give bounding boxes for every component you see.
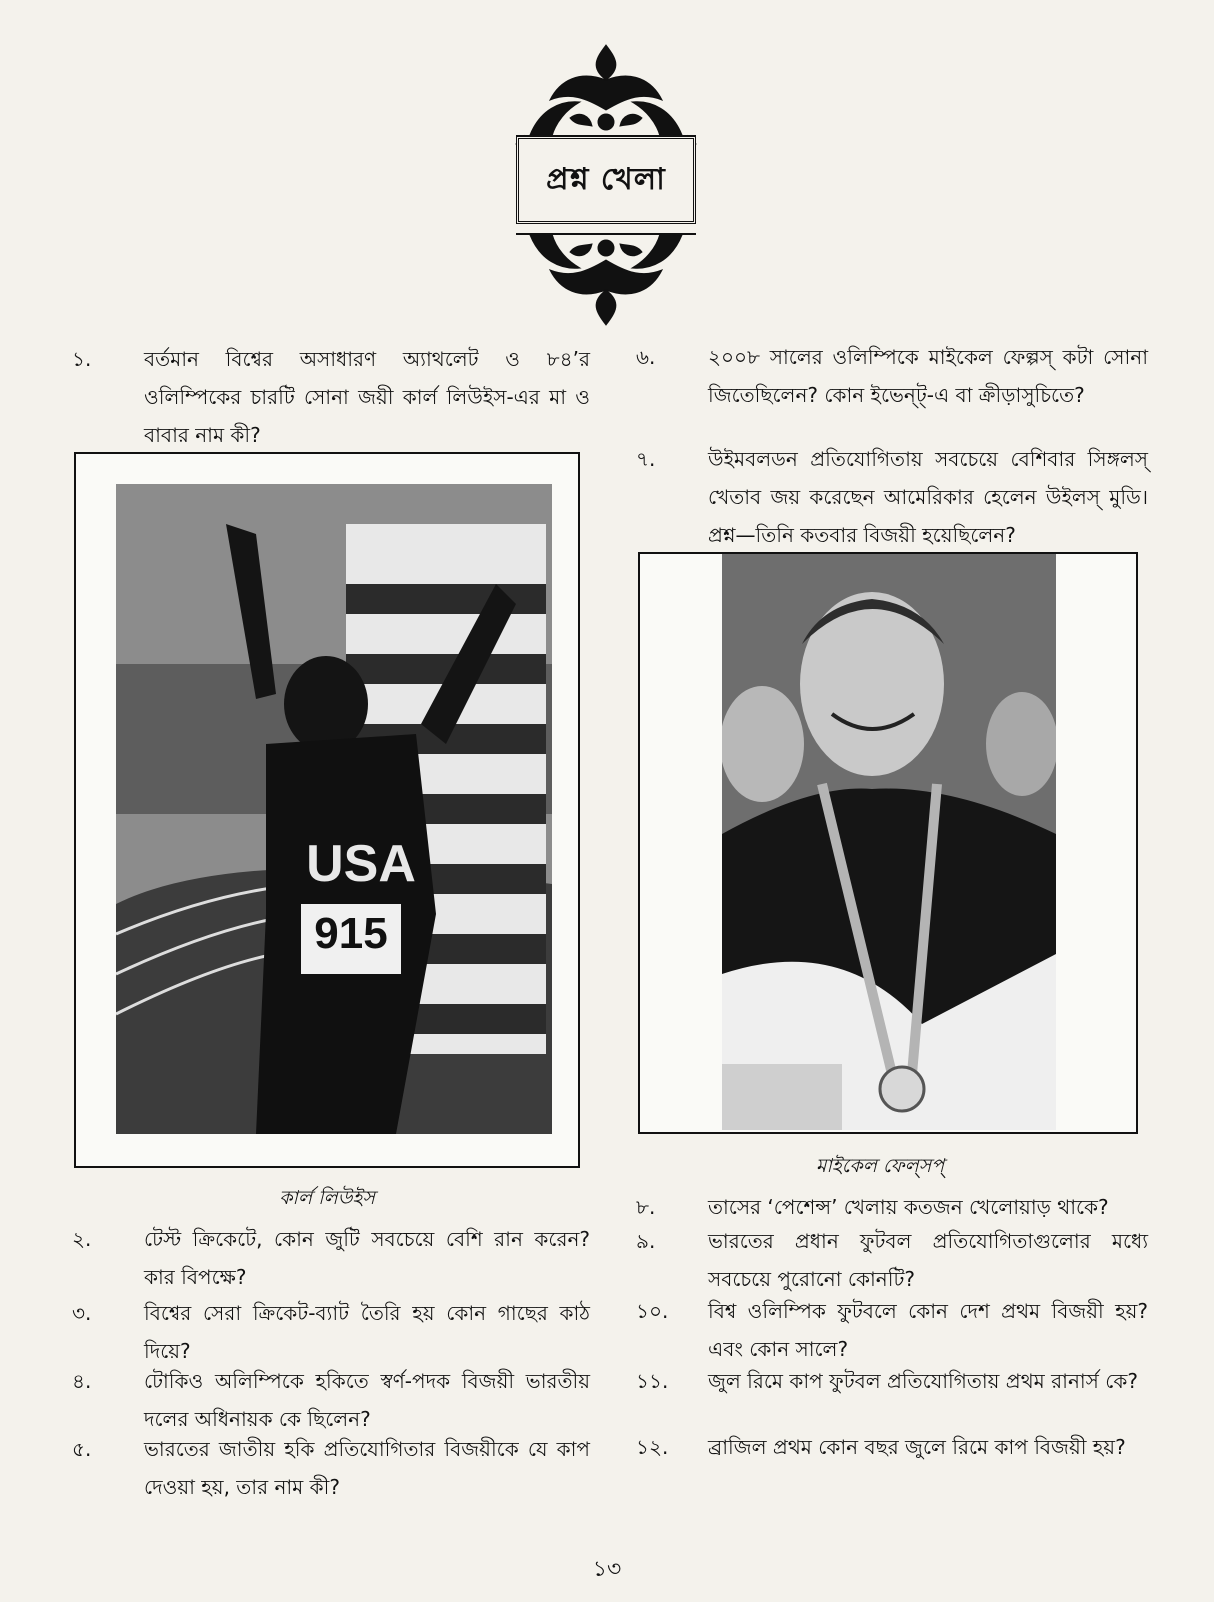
page-title: প্রশ্ন খেলা [546, 161, 666, 197]
question-5 [72, 1430, 590, 1506]
photo-michael-phelps [722, 554, 1056, 1130]
question-11 [636, 1362, 1148, 1400]
question-7 [636, 440, 1148, 554]
caption-carl-lewis: কার্ল লিউইস [279, 1187, 375, 1209]
question-6 [636, 338, 1148, 414]
question-number: ৫. [72, 1437, 92, 1461]
jersey-text: USA [306, 835, 416, 893]
question-text: বিশ্বের সেরা ক্রিকেট-ব্যাট তৈরি হয় কোন গাছের কাঠ দিয়ে? [144, 1301, 590, 1363]
photo-frame-carl-lewis [74, 452, 580, 1168]
question-text: উইমবলডন প্রতিযোগিতায় সবচেয়ে বেশিবার সিঙ্গলস্ খেতাব জয় করেছেন আমেরিকার হেলেন উইলস্ মুডি। প্রশ্ন—তিনি কতবার বিজয়ী হয়েছিলেন? [708, 447, 1148, 547]
question-text: তাসের ‘পেশেন্স’ খেলায় কতজন খেলোয়াড় থাকে? [708, 1195, 1109, 1219]
question-9 [636, 1222, 1148, 1298]
question-12 [636, 1428, 1148, 1466]
photo-frame-michael-phelps [638, 552, 1138, 1134]
bib-number: 915 [314, 909, 388, 958]
question-text: বিশ্ব ওলিম্পিক ফুটবলে কোন দেশ প্রথম বিজয়ী হয়? এবং কোন সালে? [708, 1299, 1148, 1361]
photo-carl-lewis [116, 484, 552, 1134]
question-number: ৬. [636, 345, 656, 369]
caption-michael-phelps: মাইকেল ফেল্সপ্ [815, 1155, 945, 1177]
question-4 [72, 1362, 590, 1438]
question-text: টেস্ট ক্রিকেটে, কোন জুটি সবচেয়ে বেশি রান করেন? কার বিপক্ষে? [144, 1227, 590, 1289]
question-1 [72, 340, 590, 454]
question-number: ৯. [636, 1229, 656, 1253]
question-number: ৮. [636, 1195, 656, 1219]
question-text: ভারতের জাতীয় হকি প্রতিযোগিতার বিজয়ীকে যে কাপ দেওয়া হয়, তার নাম কী? [144, 1437, 590, 1499]
question-text: ২০০৮ সালের ওলিম্পিকে মাইকেল ফেল্পস্ কটা সোনা জিতেছিলেন? কোন ইভেন্ট্-এ বা ক্রীড়াসুচিতে? [708, 345, 1148, 407]
question-number: ২. [72, 1227, 92, 1251]
question-3 [72, 1294, 590, 1370]
question-2 [72, 1220, 590, 1296]
question-8 [636, 1188, 1148, 1226]
question-number: ৪. [72, 1369, 92, 1393]
question-number: ১২. [636, 1435, 669, 1459]
question-text: ভারতের প্রধান ফুটবল প্রতিযোগিতাগুলোর মধ্যে সবচেয়ে পুরোনো কোনটি? [708, 1229, 1148, 1291]
question-text: জুল রিমে কাপ ফুটবল প্রতিযোগিতায় প্রথম রানার্স কে? [708, 1369, 1138, 1393]
question-10 [636, 1292, 1148, 1368]
title-box [516, 136, 696, 224]
page-number: ১৩ [592, 1557, 622, 1582]
question-text: বর্তমান বিশ্বের অসাধারণ অ্যাথলেট ও ৮৪’র ওলিম্পিকের চারটি সোনা জয়ী কার্ল লিউইস-এর মা ও বাবার নাম কী? [144, 347, 590, 447]
question-number: ১. [72, 347, 92, 371]
question-number: ৭. [636, 447, 656, 471]
question-number: ১০. [636, 1299, 669, 1323]
question-text: ব্রাজিল প্রথম কোন বছর জুলে রিমে কাপ বিজয়ী হয়? [708, 1435, 1126, 1459]
question-text: টোকিও অলিম্পিকে হকিতে স্বর্ণ-পদক বিজয়ী ভারতীয় দলের অধিনায়ক কে ছিলেন? [144, 1369, 590, 1431]
question-number: ১১. [636, 1369, 669, 1393]
question-number: ৩. [72, 1301, 92, 1325]
athlete-illustration [116, 484, 552, 1134]
swimmer-illustration [722, 554, 1056, 1130]
